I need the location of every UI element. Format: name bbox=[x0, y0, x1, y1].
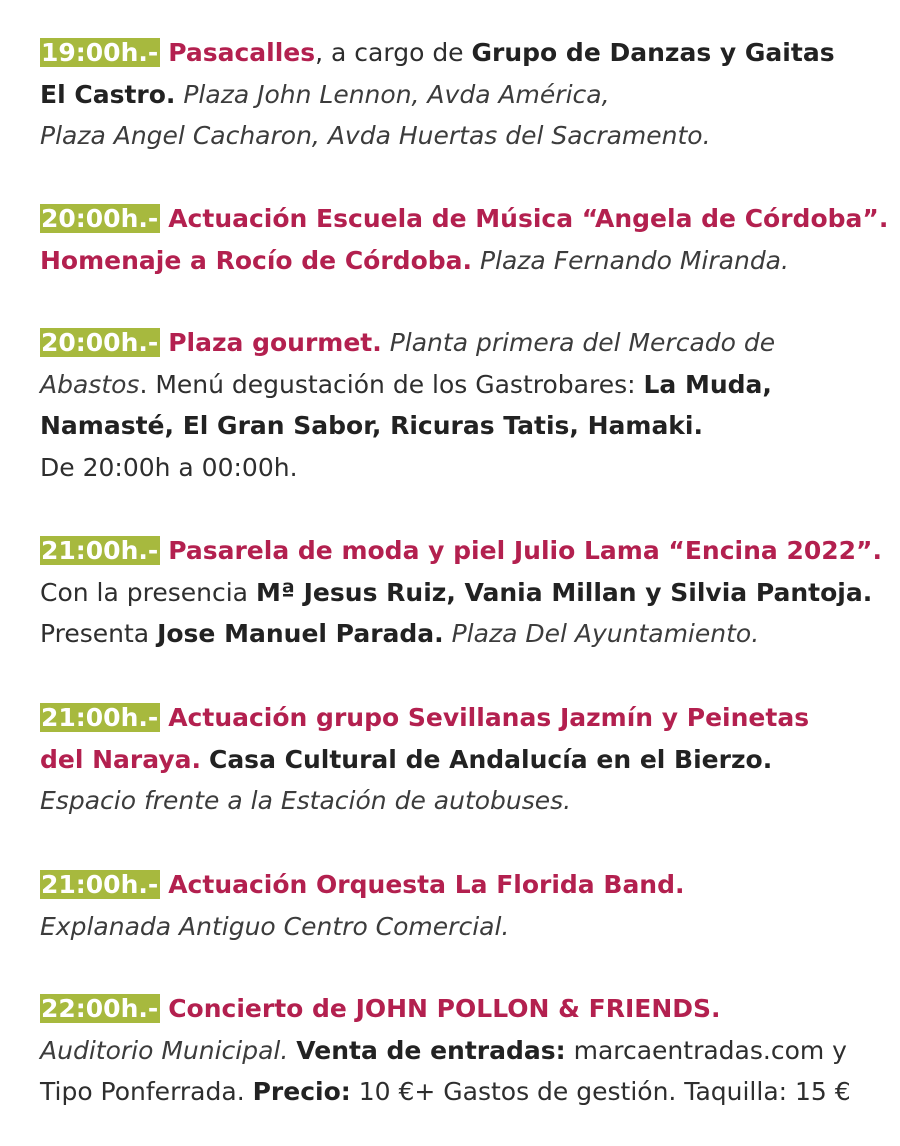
plain-text: Presenta bbox=[40, 619, 158, 648]
event-title: Concierto de JOHN POLLON & FRIENDS. bbox=[168, 994, 721, 1023]
event-line bbox=[40, 240, 890, 282]
event-line bbox=[40, 780, 890, 822]
plain-text bbox=[382, 328, 390, 357]
event-time-badge: 20:00h.- bbox=[41, 204, 159, 233]
plain-text: De 20:00h a 00:00h. bbox=[40, 452, 298, 482]
event-6 bbox=[40, 864, 890, 947]
event-title: del Naraya. bbox=[40, 744, 202, 774]
event-time-badge: 19:00h.- bbox=[41, 38, 159, 67]
bold-text: El Castro. bbox=[40, 79, 176, 109]
event-line bbox=[40, 322, 890, 364]
event-line bbox=[40, 198, 890, 240]
plain-text: 10 €+ Gastos de gestión. Taquilla: 15 € bbox=[350, 1077, 851, 1106]
event-line bbox=[40, 115, 890, 157]
event-3 bbox=[40, 322, 890, 488]
event-line bbox=[40, 906, 890, 948]
plain-text bbox=[472, 246, 480, 275]
bold-text: Grupo de Danzas y Gaitas bbox=[471, 38, 835, 67]
event-line bbox=[40, 1030, 890, 1072]
event-2 bbox=[40, 198, 890, 281]
bold-text: Venta de entradas: bbox=[296, 1035, 566, 1065]
event-line bbox=[40, 32, 890, 74]
plain-text: , a cargo de bbox=[315, 38, 472, 67]
bold-text: Namasté, El Gran Sabor, Ricuras Tatis, Hamaki. bbox=[40, 411, 704, 440]
italic-text: Planta primera del Mercado de bbox=[389, 328, 776, 357]
plain-text: Con la presencia bbox=[40, 577, 256, 607]
event-time-badge: 21:00h.- bbox=[41, 703, 159, 732]
italic-text: Explanada Antiguo Centro Comercial. bbox=[40, 911, 510, 941]
plain-text: Tipo Ponferrada. bbox=[40, 1077, 253, 1106]
event-title: Pasacalles bbox=[168, 38, 316, 67]
bold-text: Precio: bbox=[252, 1077, 351, 1106]
plain-text bbox=[444, 619, 452, 648]
event-5 bbox=[40, 697, 890, 822]
event-time-badge: 21:00h.- bbox=[41, 870, 159, 899]
event-title: Plaza gourmet. bbox=[168, 328, 382, 357]
plain-text bbox=[201, 745, 209, 774]
event-1 bbox=[40, 32, 890, 157]
event-line bbox=[40, 572, 890, 614]
italic-text: Plaza Fernando Miranda. bbox=[479, 245, 789, 275]
event-line bbox=[40, 447, 890, 489]
event-line bbox=[40, 613, 890, 655]
bold-text: Mª Jesus Ruiz, Vania Millan y Silvia Pantoja. bbox=[255, 577, 873, 607]
event-line bbox=[40, 739, 890, 781]
italic-text: Plaza John Lennon, Avda América, bbox=[183, 79, 610, 109]
bold-text: Casa Cultural de Andalucía en el Bierzo. bbox=[208, 744, 773, 774]
event-4 bbox=[40, 530, 890, 655]
event-title: Actuación Escuela de Música “Angela de Córdoba”. bbox=[168, 204, 889, 233]
event-title: Actuación Orquesta La Florida Band. bbox=[168, 870, 685, 899]
event-7 bbox=[40, 988, 890, 1113]
italic-text: Espacio frente a la Estación de autobuses. bbox=[40, 786, 572, 815]
event-time-badge: 21:00h.- bbox=[41, 536, 159, 565]
bold-text: La Muda, bbox=[643, 369, 772, 399]
event-title: Homenaje a Rocío de Córdoba. bbox=[40, 245, 473, 275]
event-title: Pasarela de moda y piel Julio Lama “Encina 2022”. bbox=[168, 536, 882, 565]
italic-text: Plaza Del Ayuntamiento. bbox=[451, 619, 760, 648]
event-line bbox=[40, 697, 890, 739]
event-line bbox=[40, 988, 890, 1030]
event-line bbox=[40, 74, 890, 116]
event-title: Actuación grupo Sevillanas Jazmín y Peinetas bbox=[168, 703, 810, 732]
italic-text: Plaza Angel Cacharon, Avda Huertas del Sacramento. bbox=[40, 121, 711, 150]
plain-text: marcaentradas.com y bbox=[565, 1035, 847, 1065]
event-line bbox=[40, 405, 890, 447]
plain-text: . Menú degustación de los Gastrobares: bbox=[139, 369, 644, 399]
bold-text: Jose Manuel Parada. bbox=[157, 619, 444, 648]
event-time-badge: 22:00h.- bbox=[41, 994, 159, 1023]
event-line bbox=[40, 530, 890, 572]
italic-text: Abastos bbox=[40, 369, 140, 399]
italic-text: Auditorio Municipal. bbox=[40, 1035, 289, 1065]
event-line bbox=[40, 864, 890, 906]
event-line bbox=[40, 364, 890, 406]
event-line bbox=[40, 1071, 890, 1113]
event-time-badge: 20:00h.- bbox=[41, 328, 159, 357]
